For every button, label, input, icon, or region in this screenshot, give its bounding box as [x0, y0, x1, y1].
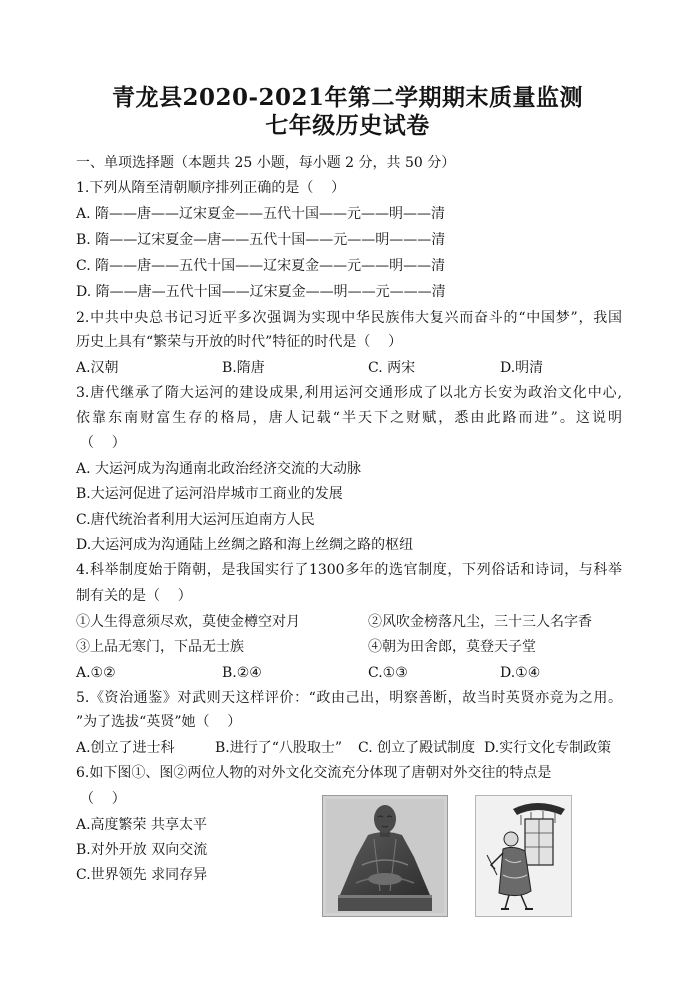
- question-2-options: [76, 358, 622, 378]
- question-2-stem-line-1: 2.中共中央总书记习近平多次强调为实现中华民族伟大复兴而奋斗的“中国梦”，我国: [76, 310, 622, 326]
- question-3-option-b: B.大运河促进了运河沿岸城市工商业的发展: [76, 486, 343, 502]
- question-6-option-b: B.对外开放 双向交流: [76, 842, 208, 858]
- exam-subtitle: 七年级历史试卷: [265, 112, 430, 139]
- question-2-option-c: C. 两宋: [368, 360, 416, 376]
- monk-head: [504, 832, 518, 846]
- question-4-items-row-2: [76, 637, 622, 657]
- question-5-option-c: C. 创立了殿试制度: [358, 740, 476, 756]
- question-4-item-1: ①人生得意须尽欢，莫使金樽空对月: [76, 614, 300, 630]
- question-2-option-a: A.汉朝: [76, 360, 119, 376]
- statue-hands: [368, 873, 402, 885]
- section-heading: 一、单项选择题（本题共 25 小题，每小题 2 分，共 50 分）: [76, 155, 456, 171]
- question-1-option-d: D. 隋——唐—五代十国——辽宋夏金——明——元———清: [76, 284, 446, 300]
- question-4-items-row-1: [76, 612, 622, 632]
- question-3-option-d: D.大运河成为沟通陆上丝绸之路和海上丝绸之路的枢纽: [76, 537, 414, 553]
- question-1-option-a: A. 隋——唐——辽宋夏金——五代十国——元——明——清: [76, 206, 446, 222]
- question-5-option-d: D.实行文化专制政策: [484, 740, 612, 756]
- question-3-answer-bracket: （ ）: [80, 435, 126, 451]
- question-6-stem-line-1: 6.如下图①、图②两位人物的对外文化交流充分体现了唐朝对外交往的特点是: [76, 765, 552, 781]
- question-4-option-a: A.①②: [76, 665, 116, 681]
- question-5-option-b: B.进行了“八股取士”: [215, 740, 343, 756]
- question-3-stem-line-2: 依靠东南财富生存的格局，唐人记载“半天下之财赋，悉由此路而进”。这说明: [76, 410, 622, 426]
- question-4-option-c: C.①③: [368, 665, 408, 681]
- question-4-stem-line-1: 4.科举制度始于隋朝，是我国实行了1300多年的选官制度，下列俗话和诗词，与科举: [76, 562, 622, 578]
- question-4-item-2: ②风吹金榜落凡尘，三十三人名字香: [368, 614, 592, 630]
- question-2-option-d: D.明清: [500, 360, 544, 376]
- figure-2-traveling-monk: [475, 795, 572, 917]
- question-5-stem-line-1: 5.《资治通鉴》对武则天这样评价：“政由己出，明察善断，故当时英贤亦竞为之用。: [76, 690, 622, 706]
- question-4-option-d: D.①④: [500, 665, 541, 681]
- question-4-item-4: ④朝为田舍郎，莫登天子堂: [368, 639, 536, 655]
- statue-head: [374, 805, 396, 833]
- question-6-option-a: A.高度繁荣 共享太平: [76, 817, 208, 833]
- question-4-item-3: ③上品无寒门，下品无士族: [76, 639, 244, 655]
- question-4-option-b: B.②④: [222, 665, 262, 681]
- figure-1-seated-monk-statue: [322, 795, 448, 917]
- question-4-stem-line-2: 制有关的是（ ）: [76, 588, 192, 604]
- question-3-option-a: A. 大运河成为沟通南北政治经济交流的大动脉: [76, 461, 362, 477]
- question-2-option-b: B.隋唐: [222, 360, 265, 376]
- question-3-stem-line-1: 3.唐代继承了隋大运河的建设成果,利用运河交通形成了以北方长安为政治文化中心,: [76, 385, 622, 401]
- question-6-answer-bracket: （ ）: [80, 791, 126, 807]
- question-5-option-a: A.创立了进士科: [76, 740, 175, 756]
- question-2-stem-line-2: 历史上具有“繁荣与开放的时代”特征的时代是（ ）: [76, 334, 403, 350]
- question-1-option-b: B. 隋——辽宋夏金—唐——五代十国——元——明———清: [76, 232, 446, 248]
- question-3-option-c: C.唐代统治者利用大运河压迫南方人民: [76, 512, 315, 528]
- question-6-option-c: C.世界领先 求同存异: [76, 867, 208, 883]
- question-4-options: [76, 663, 622, 683]
- question-1-stem: 1.下列从隋至清朝顺序排列正确的是（ ）: [76, 180, 346, 196]
- question-1-option-c: C. 隋——唐——五代十国——辽宋夏金——元——明——清: [76, 258, 446, 274]
- exam-title: 青龙县2020-2021年第二学期期末质量监测: [111, 84, 584, 111]
- question-5-stem-line-2: ”为了选拔“英贤”她（ ）: [76, 714, 242, 730]
- question-5-options: [76, 738, 622, 758]
